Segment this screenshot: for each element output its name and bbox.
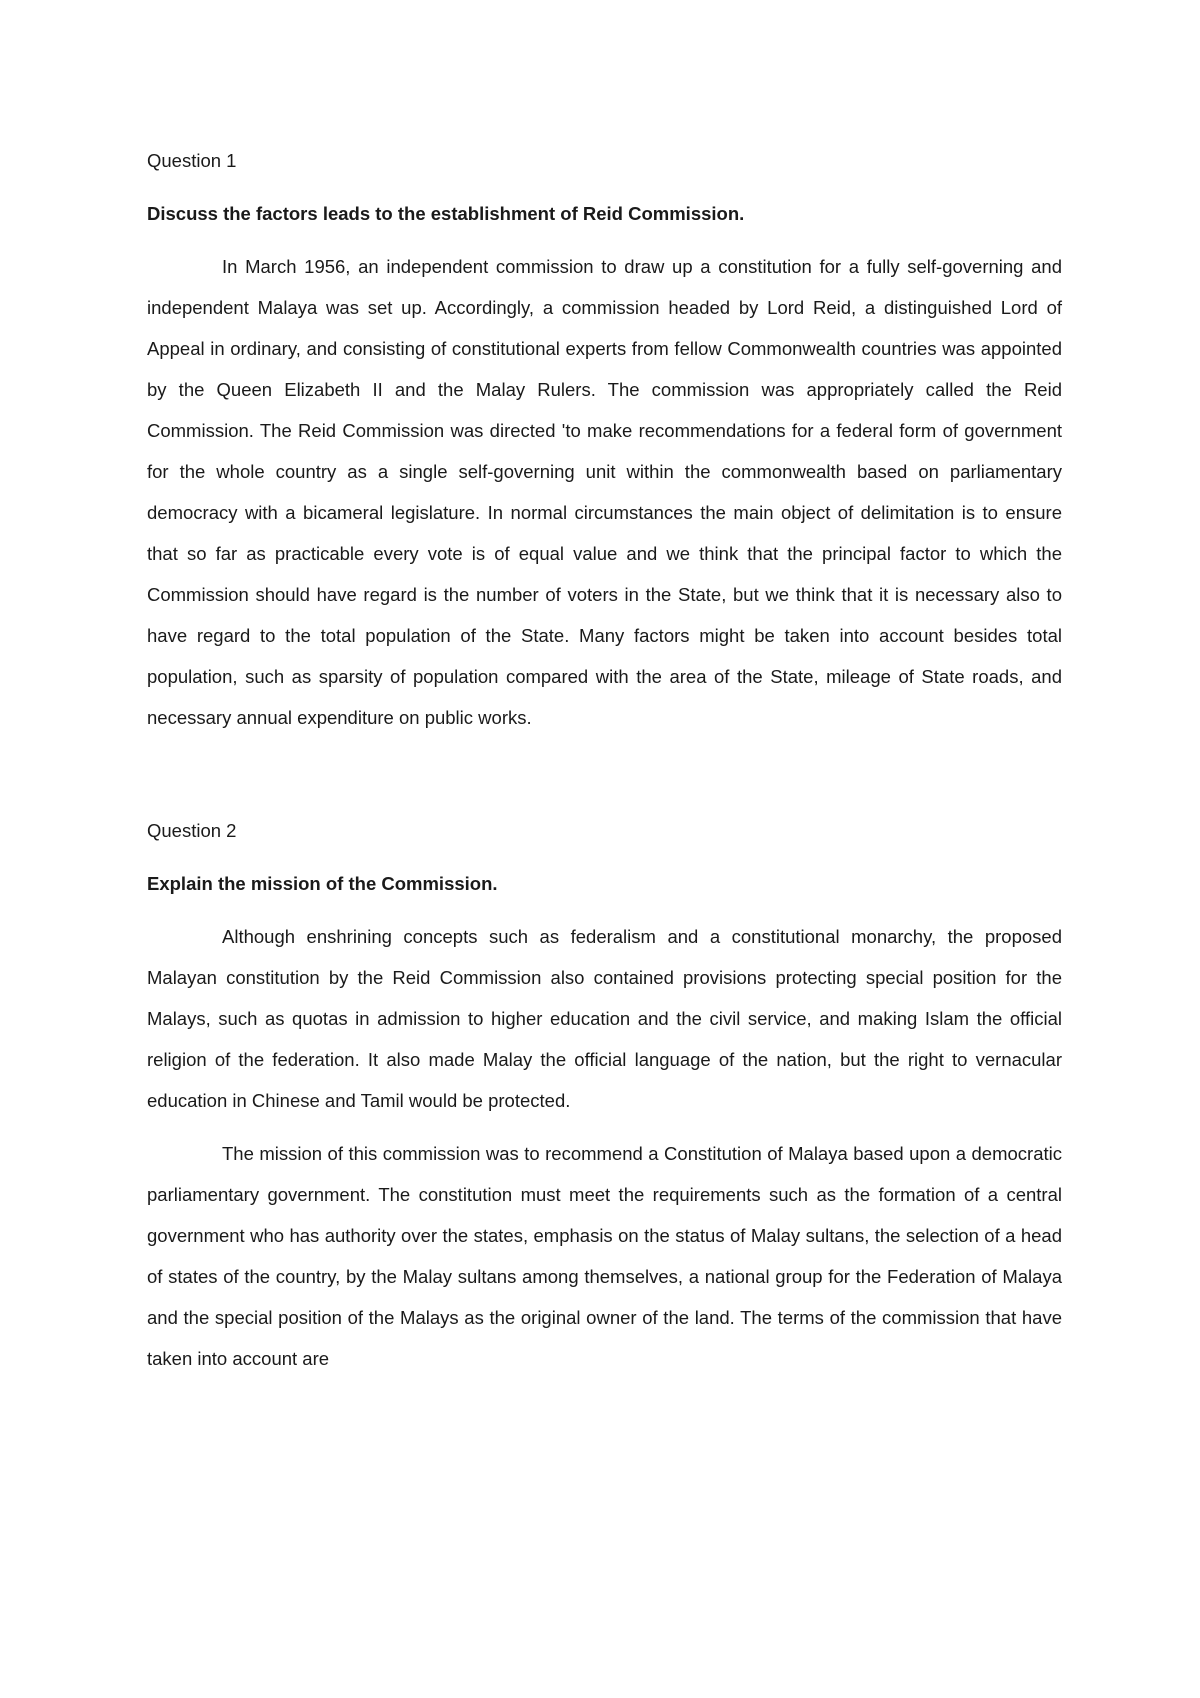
question-2-paragraph-2: The mission of this commission was to recommend a Constitution of Malaya based upon a democratic parliamentary government. The constitution must meet the requirements such as the formation of a central government who has authority over the states, emphasis on the status of Malay sultans, the selection of a head of states of the country, by the Malay sultans among themselves, a national group for the Federation of Malaya and the special position of the Malays as the original owner of the land. The terms of the commission that have taken into account are [147, 1143, 1062, 1369]
document-body [147, 140, 1062, 1379]
question-2-paragraph-1: Although enshrining concepts such as federalism and a constitutional monarchy, the proposed Malayan constitution by the Reid Commission also contained provisions protecting special position for the Malays, such as quotas in admission to higher education and the civil service, and making Islam the official religion of the federation. It also made Malay the official language of the nation, but the right to vernacular education in Chinese and Tamil would be protected. [147, 926, 1062, 1111]
question-1-section [147, 140, 1062, 738]
question-2-label: Question 2 [147, 820, 237, 841]
question-2-title: Explain the mission of the Commission. [147, 873, 498, 894]
question-1-label: Question 1 [147, 150, 237, 171]
question-1-title: Discuss the factors leads to the establishment of Reid Commission. [147, 203, 745, 224]
question-1-paragraph-1: In March 1956, an independent commission to draw up a constitution for a fully self-governing and independent Malaya was set up. Accordingly, a commission headed by Lord Reid, a distinguished Lord of Appeal in ordinary, and consisting of constitutional experts from fellow Commonwealth countries was appointed by the Queen Elizabeth II and the Malay Rulers. The commission was appropriately called the Reid Commission. The Reid Commission was directed 'to make recommendations for a federal form of government for the whole country as a single self-governing unit within the commonwealth based on parliamentary democracy with a bicameral legislature. In normal circumstances the main object of delimitation is to ensure that so far as practicable every vote is of equal value and we think that the principal factor to which the Commission should have regard is the number of voters in the State, but we think that it is necessary also to have regard to the total population of the State. Many factors might be taken into account besides total population, such as sparsity of population compared with the area of the State, mileage of State roads, and necessary annual expenditure on public works. [147, 256, 1062, 728]
question-2-section [147, 810, 1062, 1379]
